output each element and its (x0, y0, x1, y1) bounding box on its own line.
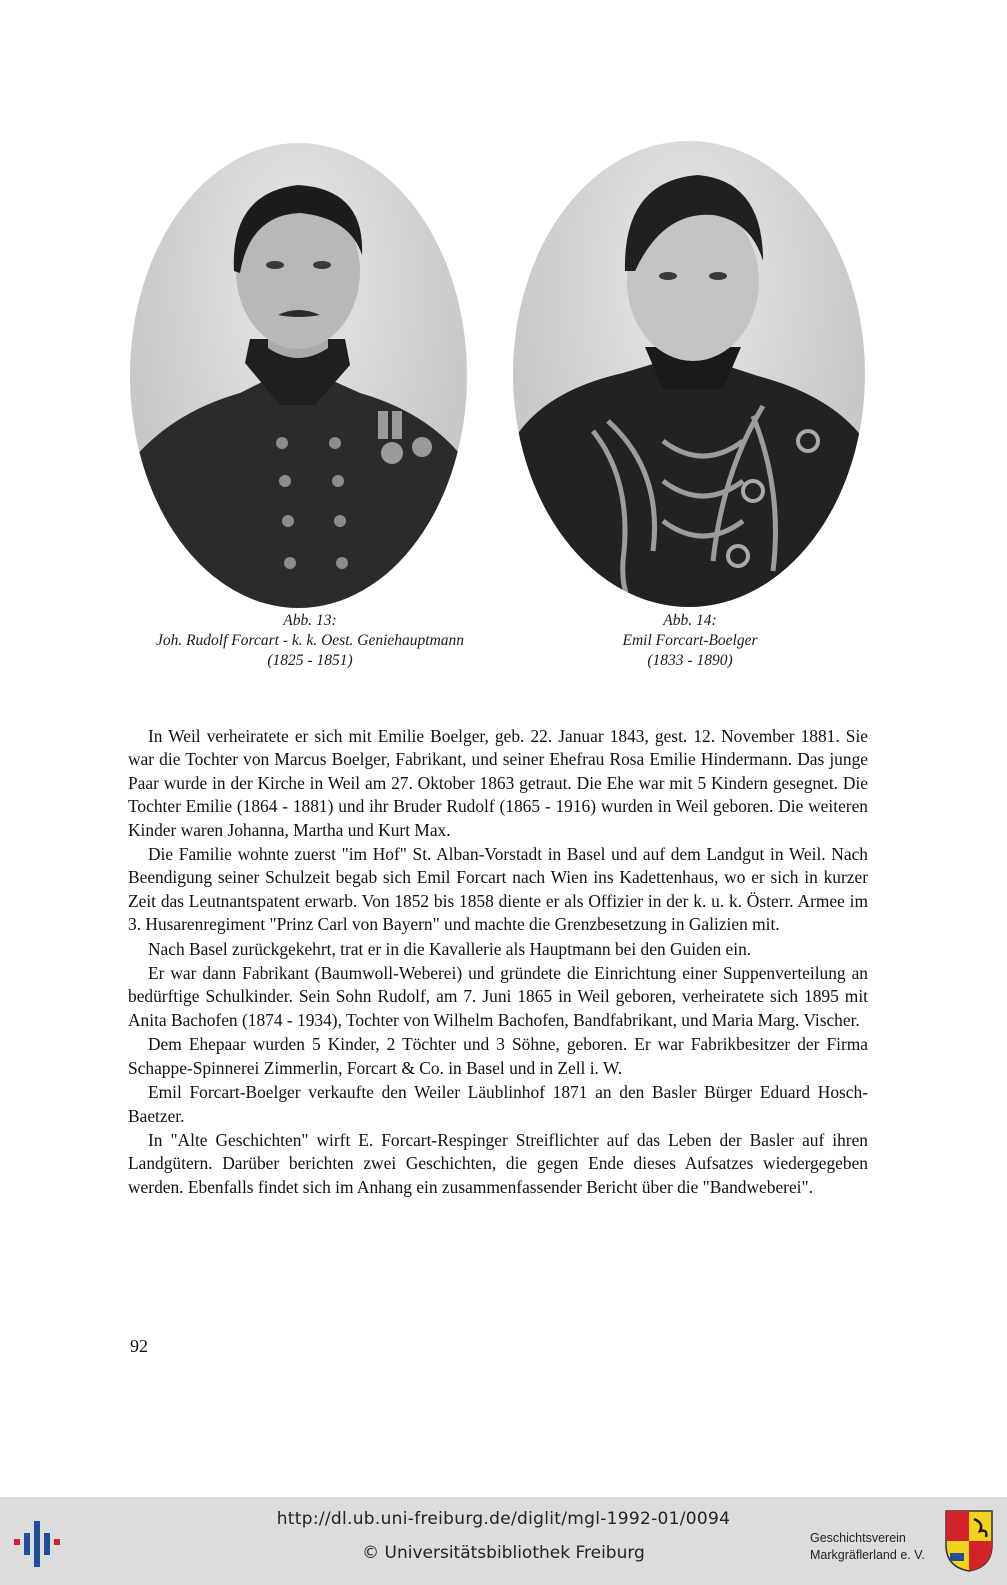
portrait-rudolf-forcart-image (130, 143, 467, 608)
paragraph: Dem Ehepaar wurden 5 Kinder, 2 Töchter und 3 Söhne, geboren. Er war Fabrikbesitzer der Firma Schappe-Spinnerei Zimmerlin, Forcart & Co. in Basel und in Zell i. W. (128, 1034, 868, 1078)
body-text (128, 725, 868, 1200)
copyright-text: © Universitätsbibliothek Freiburg (362, 1543, 645, 1563)
portrait-emil-forcart-boelger (513, 141, 865, 607)
coat-of-arms-icon[interactable] (944, 1509, 994, 1573)
figure-dates: (1825 - 1851) (267, 652, 353, 669)
figure-caption-14 (540, 611, 840, 671)
paragraph: Er war dann Fabrikant (Baumwoll-Weberei) und gründete die Einrichtung einer Suppenverteilung an bedürftige Schulkinder. Sein Sohn Rudolf, am 7. Juni 1865 in Weil geboren, verheiratete sich 1895 mit Anita Bachofen (1874 - 1934), Tochter von Wilhelm Bachofen, Bandfabrikant, und Maria Marg. Vischer. (128, 963, 868, 1030)
figure-label: Abb. 14: (663, 612, 717, 629)
figure-dates: (1833 - 1890) (647, 652, 733, 669)
society-name-line2: Markgräflerland e. V. (810, 1548, 925, 1562)
figure-title: Emil Forcart-Boelger (622, 632, 758, 649)
paragraph: Emil Forcart-Boelger verkaufte den Weiler Läublinhof 1871 an den Basler Bürger Eduard Hosch-Baetzer. (128, 1082, 868, 1126)
footer-bar (0, 1497, 1007, 1585)
society-name[interactable] (810, 1530, 940, 1564)
paragraph: In Weil verheiratete er sich mit Emilie Boelger, geb. 22. Januar 1843, gest. 12. November 1881. Sie war die Tochter von Marcus Boelger, Fabrikant, und seiner Ehefrau Rosa Emilie Hindermann. Das junge Paar wurde in der Kirche in Weil am 27. Oktober 1863 getraut. Die Ehe war mit 5 Kindern gesegnet. Die Tochter Emilie (1864 - 1881) und ihr Bruder Rudolf (1865 - 1916) wurden in Weil geboren. Die weiteren Kinder waren Johanna, Martha und Kurt Max. (128, 726, 868, 840)
paragraph: Nach Basel zurückgekehrt, trat er in die Kavallerie als Hauptmann bei den Guiden ein. (148, 938, 752, 959)
portrait-rudolf-forcart (130, 143, 467, 608)
portrait-emil-forcart-boelger-image (513, 141, 865, 607)
figure-caption-13 (110, 611, 510, 671)
page-number: 92 (130, 1336, 148, 1356)
document-url-link[interactable]: http://dl.ub.uni-freiburg.de/diglit/mgl-1992-01/0094 (276, 1509, 731, 1529)
paragraph: In "Alte Geschichten" wirft E. Forcart-Respinger Streiflichter auf das Leben der Basler auf ihren Landgütern. Darüber berichten zwei Geschichten, die gegen Ende dieses Aufsatzes wiedergegeben werden. Ebenfalls findet sich im Anhang ein zusammenfassender Bericht über die "Bandweberei". (128, 1129, 868, 1197)
society-name-line1: Geschichtsverein (810, 1531, 906, 1545)
paragraph: Die Familie wohnte zuerst "im Hof" St. Alban-Vorstadt in Basel und auf dem Landgut in Weil. Nach Beendigung seiner Schulzeit begab sich Emil Forcart nach Wien ins Kadettenhaus, wo er sich in kurzer Zeit das Leutnantspatent erwarb. Von 1852 bis 1858 diente er als Offizier in der k. u. k. Österr. Armee im 3. Husarenregiment "Prinz Carl von Bayern" und machte die Grenzbesetzung in Galizien mit. (128, 844, 868, 935)
figure-title: Joh. Rudolf Forcart - k. k. Oest. Geniehauptmann (155, 632, 465, 649)
figure-label: Abb. 13: (283, 612, 337, 629)
